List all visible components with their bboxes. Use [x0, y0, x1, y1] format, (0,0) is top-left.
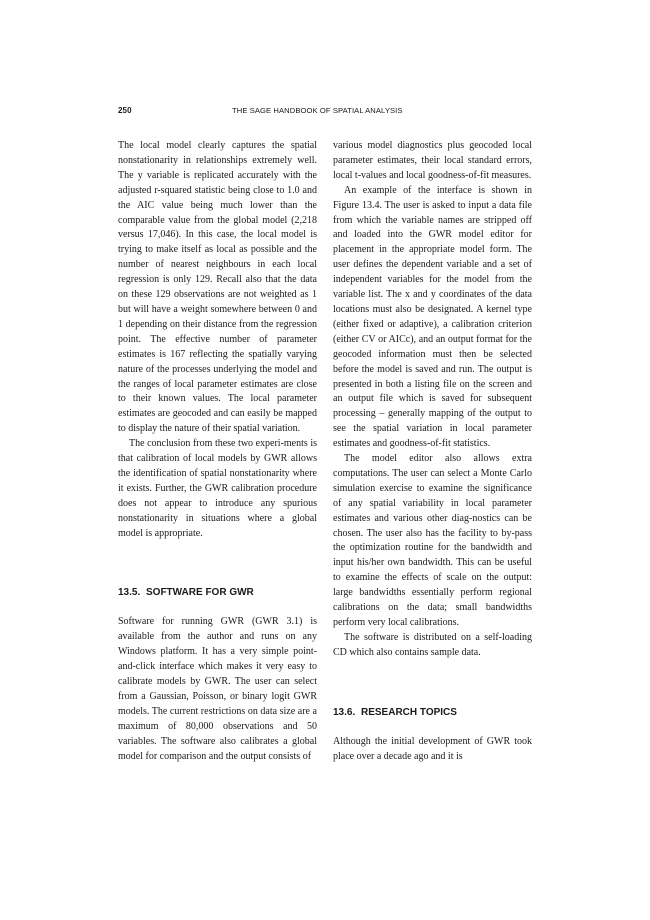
right-column	[333, 139, 532, 765]
page-number: 250	[118, 106, 132, 115]
paragraph: various model diagnostics plus geocoded local parameter estimates, their local standard errors, local t-values and local goodness-of-fit measures.	[333, 140, 532, 181]
section-number: 13.6.	[333, 706, 356, 718]
paragraph: Software for running GWR (GWR 3.1) is available from the author and runs on any Windows platform. It has a very simple point-and-click interface which makes it very easy to calibrate models by GWR. The user can select from a Gaussian, Poisson, or binary logit GWR models. The current restrictions on data size are a maximum of 80,000 observations and 50 variables. The software also calibrates a global model for comparison and the output consists of	[118, 616, 317, 762]
page-header	[118, 106, 532, 122]
paragraph: An example of the interface is shown in Figure 13.4. The user is asked to input a data file from which the variable names are stripped off and loaded into the GWR model editor for placement in the appropriate model form. The user defines the dependent variable and a set of independent variables for the model from the variable list. The x and y coordinates of the data locations must also be designated. A kernel type (either fixed or adaptive), a calibration criterion (either CV or AICc), and an output format for the geocoded information must then be selected before the model is saved and run. The output is presented in both a listing file on the screen and an output file which is saved for subsequent processing – generally mapping of the output to see the spatial variation in local parameter estimates and goodness-of-fit statistics.	[333, 184, 532, 450]
paragraph: The model editor also allows extra computations. The user can select a Monte Carlo simulation exercise to examine the significance of any spatial variability in local parameter estimates and various other diag-nostics can be chosen. The user also has the facility to by-pass the optimization routine for the bandwidth and input his/her own bandwidth. This can be useful to examine the effects of scale on the output: large bandwidths essentially perform regional calibrations on the data; small bandwidths perform very local calibrations.	[333, 453, 532, 628]
paragraph: The software is distributed on a self-loading CD which also contains sample data.	[333, 631, 532, 658]
section-title: SOFTWARE FOR GWR	[146, 587, 254, 599]
section-number: 13.5.	[118, 587, 141, 599]
paragraph: Although the initial development of GWR took place over a decade ago and it is	[333, 735, 532, 762]
section-title: RESEARCH TOPICS	[361, 706, 457, 718]
section-heading	[333, 706, 532, 720]
left-column	[118, 139, 317, 765]
paragraph: The conclusion from these two experi-ments is that calibration of local models by GWR allows the identification of spatial nonstationarity where it exists. Further, the GWR calibration procedure does not appear to introduce any spurious nonstationarity in situations where a global model is appropriate.	[118, 438, 317, 539]
paragraph: The local model clearly captures the spatial nonstationarity in relationships extremely well. The y variable is replicated accurately with the adjusted r-squared statistic being close to 1.0 and the AIC value being much lower than the comparable value from the global model (2,218 versus 17,046). In this case, the local model is trying to make itself as local as possible and the number of nearest neighbours in each local regression is only 129. Recall also that the data on these 129 observations are not weighted as 1 but will have a weight somewhere between 0 and 1 depending on their distance from the regression point. The effective number of parameter estimates is 167 reflecting the spatially varying nature of the processes underlying the model and the ranges of local parameter estimates are close to their known values. The local parameter estimates are geocoded and can easily be mapped to display the nature of their spatial variation.	[118, 140, 317, 435]
running-title: THE SAGE HANDBOOK OF SPATIAL ANALYSIS	[232, 106, 403, 115]
section-heading	[118, 586, 317, 600]
